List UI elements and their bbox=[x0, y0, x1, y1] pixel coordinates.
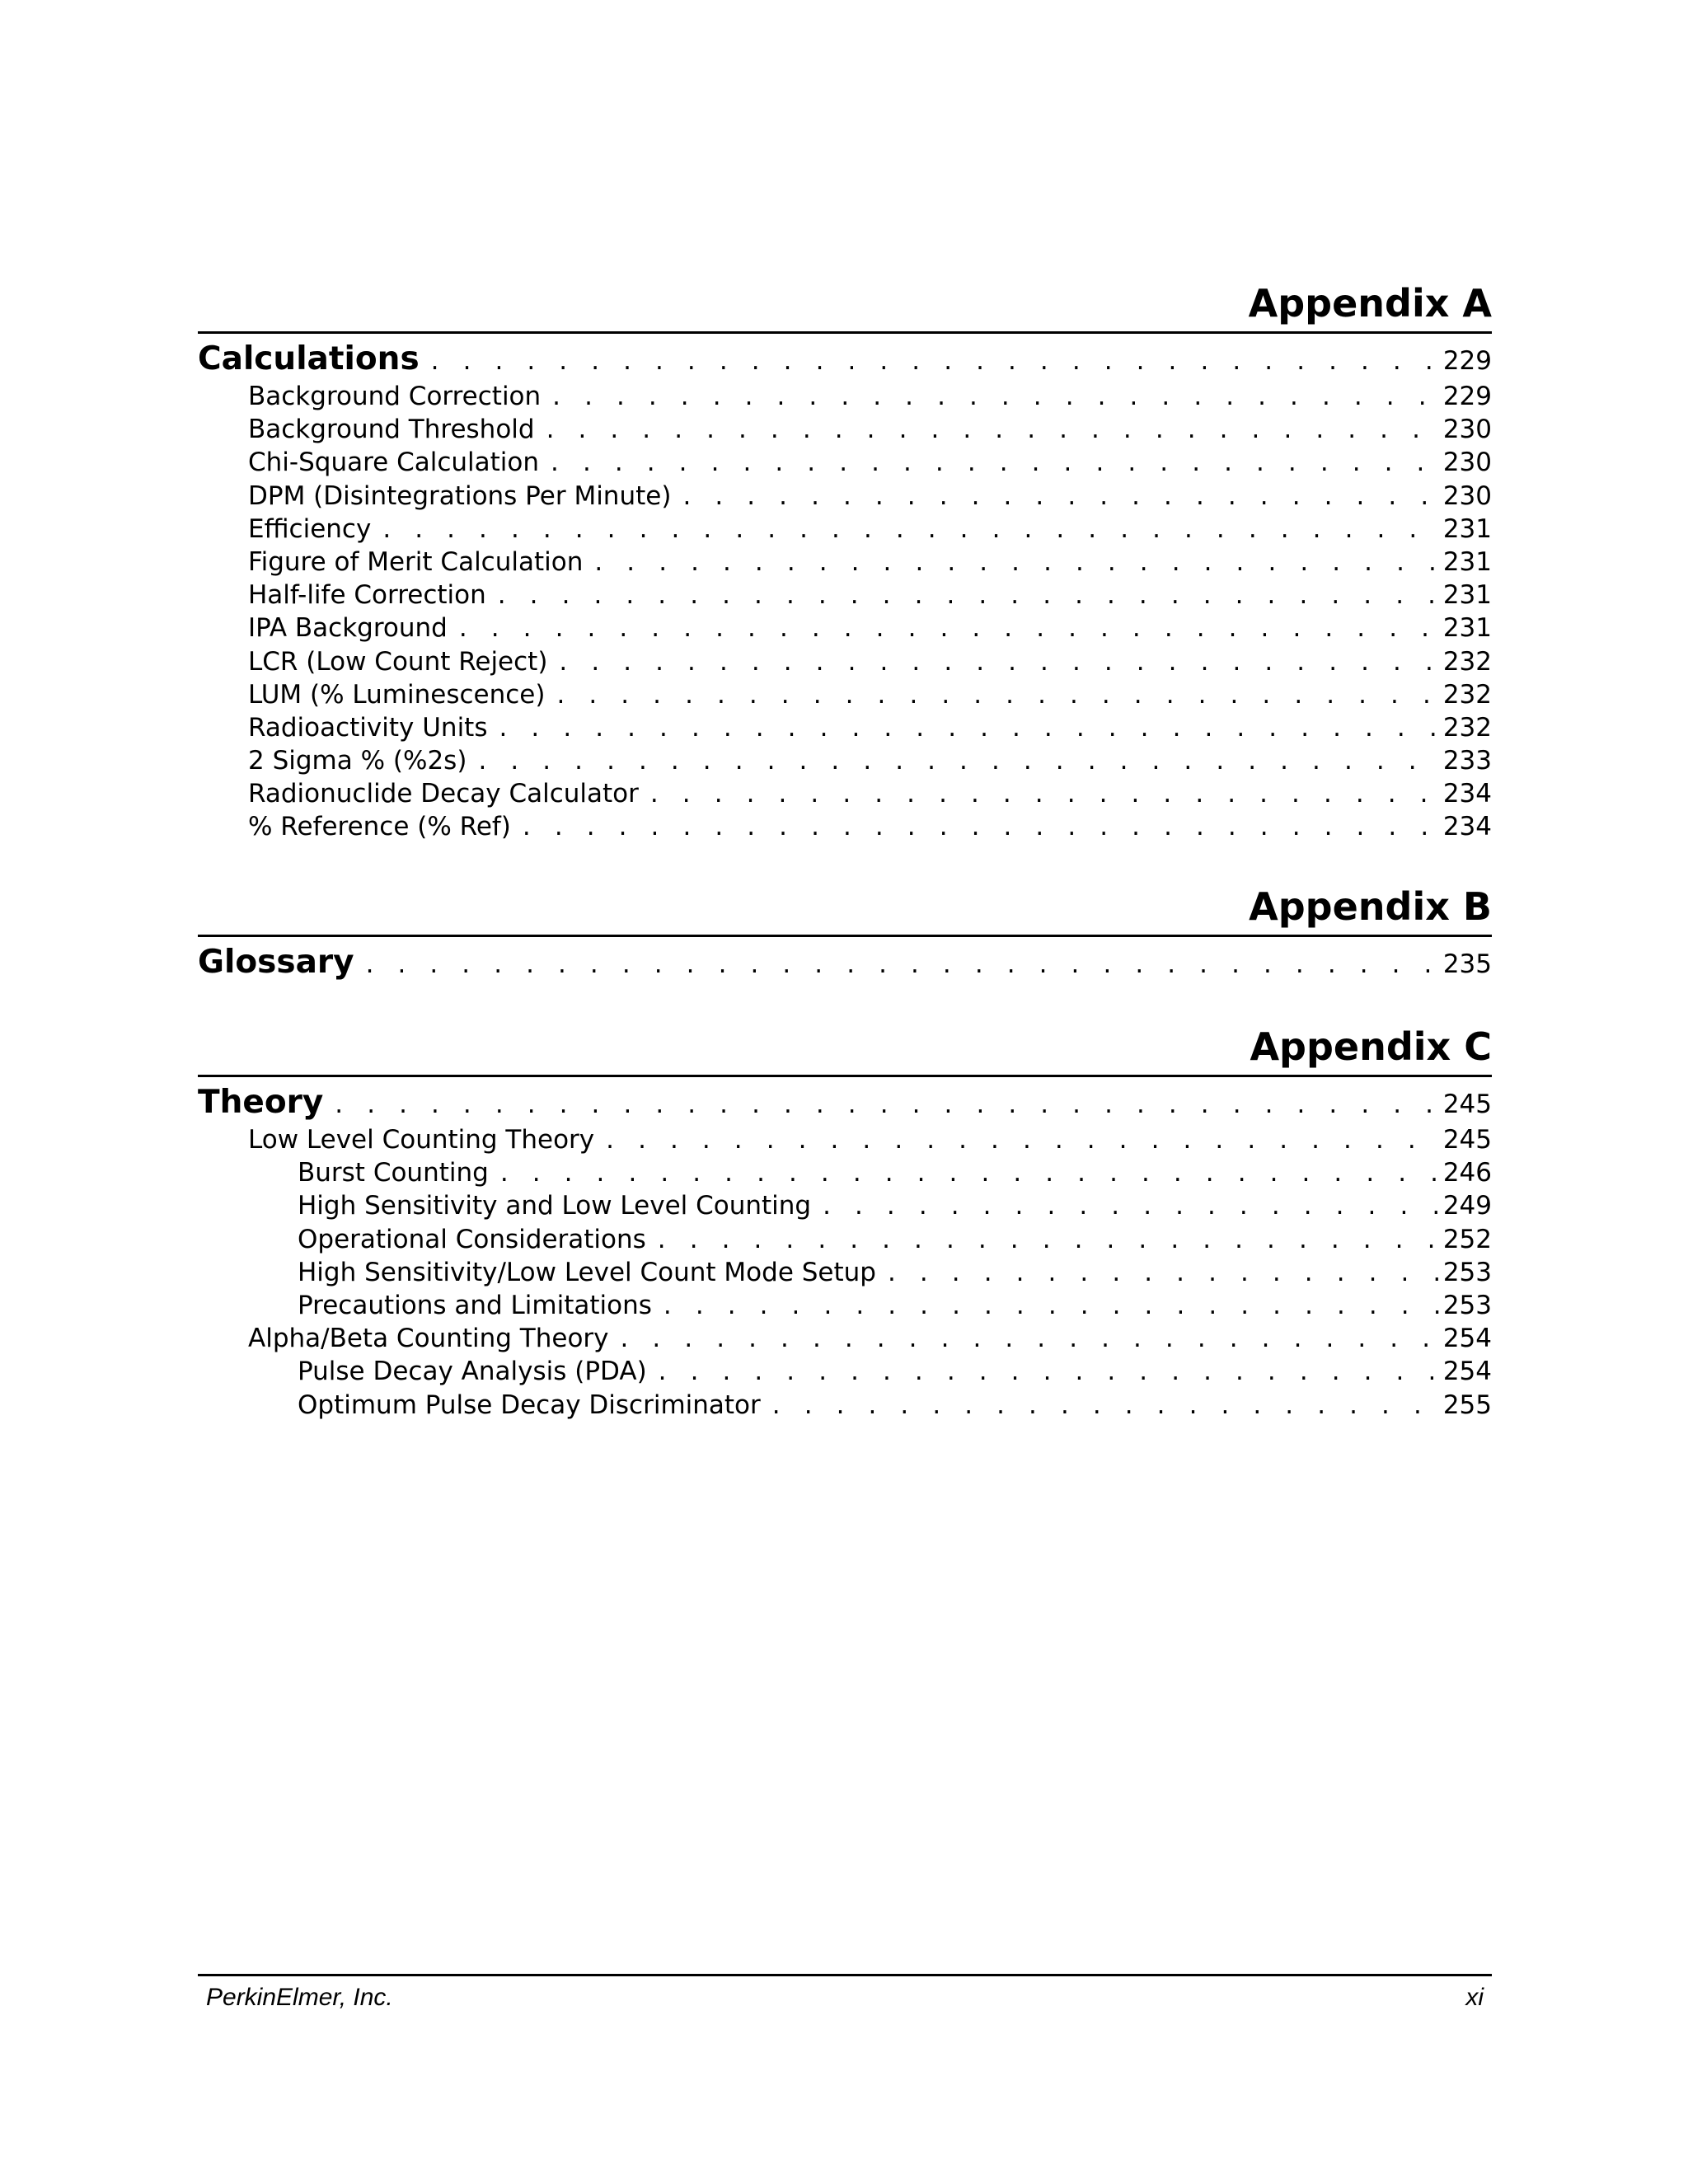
toc-entry[interactable] bbox=[198, 1322, 1492, 1355]
toc-entry-title: Calculations bbox=[198, 340, 420, 377]
toc-entry-page-number: 232 bbox=[1442, 712, 1492, 743]
toc-entry-title: Precautions and Limitations bbox=[298, 1290, 652, 1320]
toc-entry[interactable] bbox=[198, 744, 1492, 777]
toc-dot-leader bbox=[546, 413, 1440, 446]
toc-dot-leader bbox=[552, 380, 1440, 413]
toc-entry-page-number: 232 bbox=[1442, 646, 1492, 677]
toc-entry-page-number: 245 bbox=[1442, 1090, 1492, 1119]
toc-dot-leader bbox=[335, 1084, 1440, 1123]
toc-entry-page-number: 230 bbox=[1442, 415, 1492, 445]
toc-entry-title: Background Correction bbox=[248, 382, 542, 411]
toc-entry-title: Background Threshold bbox=[248, 415, 535, 445]
toc-entry-page-number: 254 bbox=[1442, 1357, 1492, 1387]
toc-dot-leader bbox=[658, 1223, 1440, 1256]
toc-entry[interactable] bbox=[198, 513, 1492, 546]
toc-dot-leader bbox=[366, 944, 1440, 983]
appendix-b-section bbox=[198, 883, 1492, 983]
toc-dot-leader bbox=[650, 777, 1440, 810]
toc-entry-title: Radionuclide Decay Calculator bbox=[248, 779, 639, 809]
toc-dot-leader bbox=[606, 1123, 1440, 1156]
toc-entry-title: LCR (Low Count Reject) bbox=[248, 646, 548, 677]
toc-dot-leader bbox=[556, 678, 1439, 711]
toc-entry-title: DPM (Disintegrations Per Minute) bbox=[248, 480, 672, 511]
toc-entry-page-number: 235 bbox=[1442, 949, 1492, 979]
toc-entry-page-number: 253 bbox=[1442, 1290, 1492, 1320]
toc-entry[interactable] bbox=[198, 1156, 1492, 1189]
toc-dot-leader bbox=[478, 744, 1439, 777]
toc-entry[interactable] bbox=[198, 380, 1492, 413]
toc-entry-title: Alpha/Beta Counting Theory bbox=[248, 1324, 609, 1354]
toc-entry[interactable] bbox=[198, 1389, 1492, 1422]
toc-dot-leader bbox=[559, 645, 1439, 678]
toc-dot-leader bbox=[382, 513, 1440, 546]
toc-entry[interactable] bbox=[198, 645, 1492, 678]
toc-entry[interactable] bbox=[198, 1223, 1492, 1256]
toc-entry-page-number: 230 bbox=[1442, 480, 1492, 511]
toc-dot-leader bbox=[888, 1256, 1440, 1289]
toc-entry-title: Operational Considerations bbox=[298, 1224, 646, 1254]
toc-entry[interactable] bbox=[198, 1189, 1492, 1222]
toc-entry-page-number: 246 bbox=[1442, 1158, 1492, 1188]
toc-entry-page-number: 230 bbox=[1442, 448, 1492, 478]
toc-entry[interactable] bbox=[198, 546, 1492, 579]
toc-entry[interactable] bbox=[198, 480, 1492, 513]
toc-entry[interactable] bbox=[198, 1256, 1492, 1289]
toc-dot-leader bbox=[659, 1355, 1440, 1388]
page-footer bbox=[198, 1974, 1492, 2014]
toc-entry-page-number: 254 bbox=[1442, 1324, 1492, 1354]
appendix-heading: Appendix A bbox=[198, 280, 1492, 334]
toc-entry-title: Chi-Square Calculation bbox=[248, 448, 540, 478]
toc-entry-title: Theory bbox=[198, 1084, 324, 1121]
toc-entry[interactable] bbox=[198, 942, 1492, 983]
toc-entry-page-number: 231 bbox=[1442, 546, 1492, 577]
toc-dot-leader bbox=[551, 446, 1440, 479]
toc-entry-page-number: 234 bbox=[1442, 779, 1492, 809]
toc-entry-page-number: 231 bbox=[1442, 513, 1492, 544]
toc-list bbox=[198, 1082, 1492, 1422]
toc-entry-page-number: 252 bbox=[1442, 1224, 1492, 1254]
toc-dot-leader bbox=[499, 711, 1440, 744]
toc-entry-title: Burst Counting bbox=[298, 1158, 489, 1188]
toc-dot-leader bbox=[498, 579, 1440, 612]
toc-entry[interactable] bbox=[198, 777, 1492, 810]
toc-entry-page-number: 231 bbox=[1442, 580, 1492, 611]
toc-dot-leader bbox=[663, 1289, 1440, 1322]
toc-entry[interactable] bbox=[198, 678, 1492, 711]
toc-entry-page-number: 229 bbox=[1442, 382, 1492, 411]
toc-dot-leader bbox=[823, 1189, 1440, 1222]
toc-entry-page-number: 245 bbox=[1442, 1125, 1492, 1155]
toc-entry[interactable] bbox=[198, 579, 1492, 612]
toc-list bbox=[198, 942, 1492, 983]
toc-entry-title: Figure of Merit Calculation bbox=[248, 546, 584, 577]
toc-entry[interactable] bbox=[198, 810, 1492, 843]
toc-dot-leader bbox=[500, 1156, 1440, 1189]
footer-page-number: xi bbox=[1465, 1984, 1484, 2011]
toc-entry[interactable] bbox=[198, 711, 1492, 744]
toc-entry[interactable] bbox=[198, 1355, 1492, 1388]
toc-entry-title: Half-life Correction bbox=[248, 580, 486, 611]
toc-entry[interactable] bbox=[198, 339, 1492, 380]
toc-entry-title: Efficiency bbox=[248, 513, 372, 544]
toc-entry-title: High Sensitivity/Low Level Count Mode Setup bbox=[298, 1257, 876, 1287]
toc-dot-leader bbox=[594, 546, 1439, 579]
appendix-heading: Appendix C bbox=[198, 1024, 1492, 1077]
toc-dot-leader bbox=[682, 480, 1439, 513]
appendix-a-section bbox=[198, 280, 1492, 844]
toc-dot-leader bbox=[621, 1322, 1440, 1355]
toc-entry-title: 2 Sigma % (%2s) bbox=[248, 746, 467, 776]
appendix-c-section bbox=[198, 1024, 1492, 1422]
toc-entry-title: High Sensitivity and Low Level Counting bbox=[298, 1191, 812, 1221]
toc-entry[interactable] bbox=[198, 1082, 1492, 1123]
toc-entry-title: % Reference (% Ref) bbox=[248, 812, 511, 842]
toc-dot-leader bbox=[431, 340, 1440, 380]
toc-entry-title: LUM (% Luminescence) bbox=[248, 679, 546, 710]
toc-entry[interactable] bbox=[198, 413, 1492, 446]
toc-entry-page-number: 253 bbox=[1442, 1257, 1492, 1287]
toc-dot-leader bbox=[523, 810, 1440, 843]
footer-company: PerkinElmer, Inc. bbox=[206, 1984, 393, 2011]
toc-entry-title: IPA Background bbox=[248, 613, 448, 644]
toc-entry-title: Pulse Decay Analysis (PDA) bbox=[298, 1357, 647, 1387]
toc-entry[interactable] bbox=[198, 612, 1492, 644]
toc-entry-title: Low Level Counting Theory bbox=[248, 1125, 595, 1155]
appendix-heading: Appendix B bbox=[198, 883, 1492, 937]
toc-entry-page-number: 233 bbox=[1442, 746, 1492, 776]
toc-dot-leader bbox=[772, 1389, 1440, 1422]
toc-entry-title: Radioactivity Units bbox=[248, 712, 488, 743]
toc-entry-page-number: 231 bbox=[1442, 613, 1492, 644]
toc-entry-title: Glossary bbox=[198, 944, 354, 981]
toc-entry-page-number: 232 bbox=[1442, 679, 1492, 710]
toc-entry[interactable] bbox=[198, 1289, 1492, 1322]
toc-entry-page-number: 255 bbox=[1442, 1390, 1492, 1420]
toc-entry-page-number: 249 bbox=[1442, 1191, 1492, 1221]
toc-entry[interactable] bbox=[198, 446, 1492, 479]
toc-dot-leader bbox=[459, 612, 1440, 644]
toc-entry-page-number: 234 bbox=[1442, 812, 1492, 842]
toc-entry-page-number: 229 bbox=[1442, 346, 1492, 376]
toc-list bbox=[198, 339, 1492, 844]
toc-entry[interactable] bbox=[198, 1123, 1492, 1156]
toc-entry-title: Optimum Pulse Decay Discriminator bbox=[298, 1390, 761, 1420]
